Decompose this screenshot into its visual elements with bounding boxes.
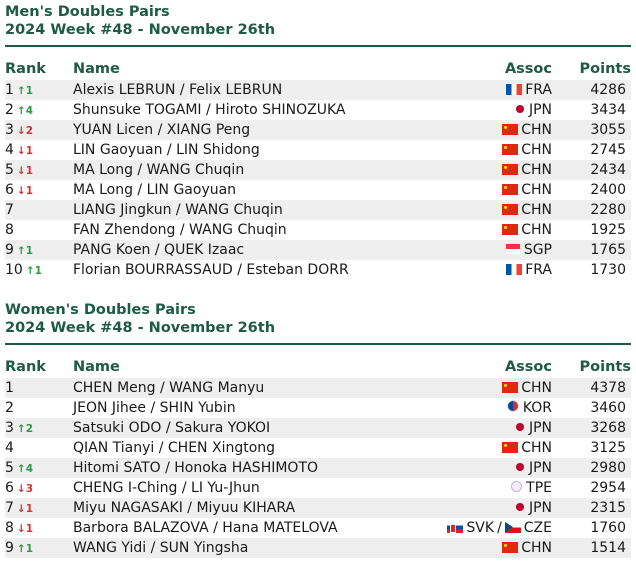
rank-cell	[5, 518, 33, 538]
assoc-code: CHN	[521, 380, 552, 396]
points-value: 1760	[590, 520, 626, 536]
header-rank: Rank	[5, 61, 46, 77]
points-value: 3125	[590, 440, 626, 456]
flag-cz-icon	[505, 522, 521, 533]
points-value: 2745	[590, 142, 626, 158]
points-value: 4286	[590, 82, 626, 98]
table-row	[5, 140, 631, 160]
flag-cn-icon	[502, 442, 518, 453]
assoc-cell	[505, 240, 552, 260]
rank-number: 4	[5, 440, 14, 456]
rank-up-indicator: ↑4	[16, 463, 34, 475]
assoc-cell	[502, 120, 552, 140]
rank-number: 6	[5, 480, 14, 496]
rank-down-indicator: ↓1	[16, 145, 34, 157]
header-name: Name	[73, 61, 120, 77]
points-value: 4378	[590, 380, 626, 396]
flag-cn-icon	[502, 184, 518, 195]
pair-names: Alexis LEBRUN / Felix LEBRUN	[73, 82, 283, 98]
assoc-code: FRA	[525, 262, 552, 278]
table-row	[5, 200, 631, 220]
rank-up-indicator: ↑1	[16, 85, 34, 97]
rank-cell	[5, 240, 33, 260]
table-row	[5, 160, 631, 180]
assoc-separator: /	[497, 520, 502, 536]
assoc-code: TPE	[526, 480, 552, 496]
header-name: Name	[73, 359, 120, 375]
rank-number: 9	[5, 242, 14, 258]
rank-number: 1	[5, 82, 14, 98]
points-value: 1730	[590, 262, 626, 278]
assoc-cell	[447, 518, 552, 538]
pair-names: Satsuki ODO / Sakura YOKOI	[73, 420, 271, 436]
assoc-code: SVK	[466, 520, 495, 536]
table-row	[5, 220, 631, 240]
rank-number: 3	[5, 420, 14, 436]
table-row	[5, 378, 631, 398]
section-subtitle: 2024 Week #48 - November 26th	[5, 320, 276, 336]
assoc-cell	[507, 398, 552, 418]
rank-down-indicator: ↓1	[16, 523, 34, 535]
rank-cell	[5, 200, 14, 220]
table-row	[5, 438, 631, 458]
rank-number: 6	[5, 182, 14, 198]
rank-up-indicator: ↑4	[16, 105, 34, 117]
flag-cn-icon	[502, 164, 518, 175]
table-row	[5, 180, 631, 200]
assoc-code: CHN	[521, 142, 552, 158]
flag-cn-icon	[502, 542, 518, 553]
table-row	[5, 498, 631, 518]
pair-names: FAN Zhendong / WANG Chuqin	[73, 222, 287, 238]
table-row	[5, 478, 631, 498]
assoc-code: JPN	[528, 102, 552, 118]
points-value: 3460	[590, 400, 626, 416]
flag-jp-icon	[516, 463, 524, 471]
rank-up-indicator: ↑1	[16, 245, 34, 257]
assoc-code: CHN	[521, 122, 552, 138]
table-row	[5, 120, 631, 140]
flag-tpe-icon	[511, 481, 522, 492]
flag-cn-icon	[502, 382, 518, 393]
rank-cell	[5, 478, 33, 498]
flag-cn-icon	[502, 124, 518, 135]
rank-up-indicator: ↑1	[25, 265, 42, 277]
rank-cell	[5, 260, 42, 280]
rank-down-indicator: ↓1	[16, 503, 34, 515]
assoc-code: FRA	[525, 82, 552, 98]
assoc-cell	[512, 100, 552, 120]
flag-sk-icon	[447, 522, 463, 533]
rank-down-indicator: ↓1	[16, 185, 34, 197]
section-subtitle: 2024 Week #48 - November 26th	[5, 22, 276, 38]
rank-down-indicator: ↓1	[16, 165, 34, 177]
assoc-cell	[506, 80, 552, 100]
points-value: 2400	[590, 182, 626, 198]
section-divider	[5, 343, 631, 345]
rank-up-indicator: ↑1	[16, 543, 34, 555]
rank-number: 10	[5, 262, 23, 278]
assoc-code: CHN	[521, 222, 552, 238]
section-divider	[5, 45, 631, 47]
points-value: 1514	[590, 540, 626, 556]
points-value: 3434	[590, 102, 626, 118]
rank-cell	[5, 538, 33, 558]
rank-number: 9	[5, 540, 14, 556]
table-row	[5, 538, 631, 558]
pair-names: WANG Yidi / SUN Yingsha	[73, 540, 249, 556]
points-value: 2315	[590, 500, 626, 516]
rank-down-indicator: ↓3	[16, 483, 34, 495]
assoc-code: SGP	[523, 242, 552, 258]
assoc-cell	[506, 260, 552, 280]
assoc-cell	[502, 538, 552, 558]
assoc-cell	[502, 160, 552, 180]
table-row	[5, 260, 631, 280]
pair-names: LIN Gaoyuan / LIN Shidong	[73, 142, 260, 158]
rank-cell	[5, 220, 14, 240]
rank-cell	[5, 398, 14, 418]
header-points: Points	[579, 359, 631, 375]
assoc-code: CHN	[521, 540, 552, 556]
header-assoc: Assoc	[504, 359, 552, 375]
flag-jp-icon	[516, 423, 524, 431]
table-row	[5, 458, 631, 478]
flag-fr-icon	[506, 84, 522, 95]
flag-jp-icon	[516, 503, 524, 511]
rank-number: 8	[5, 222, 14, 238]
assoc-cell	[512, 458, 552, 478]
assoc-cell	[502, 200, 552, 220]
rank-cell	[5, 418, 33, 438]
assoc-cell	[508, 478, 552, 498]
rank-number: 5	[5, 162, 14, 178]
assoc-code: CHN	[521, 182, 552, 198]
pair-names: Florian BOURRASSAUD / Esteban DORR	[73, 262, 349, 278]
rank-number: 2	[5, 400, 14, 416]
assoc-cell	[502, 140, 552, 160]
assoc-cell	[502, 378, 552, 398]
rank-number: 4	[5, 142, 14, 158]
rank-number: 7	[5, 500, 14, 516]
table-row	[5, 240, 631, 260]
section-title: Women's Doubles Pairs	[5, 302, 196, 318]
table-row	[5, 398, 631, 418]
assoc-code: JPN	[528, 500, 552, 516]
rank-up-indicator: ↑2	[16, 423, 34, 435]
pair-names: PANG Koen / QUEK Izaac	[73, 242, 245, 258]
rank-cell	[5, 458, 33, 478]
pair-names: LIANG Jingkun / WANG Chuqin	[73, 202, 283, 218]
pair-names: MA Long / WANG Chuqin	[73, 162, 245, 178]
rank-number: 3	[5, 122, 14, 138]
rank-cell	[5, 498, 33, 518]
flag-sg-icon	[505, 243, 521, 255]
rank-number: 8	[5, 520, 14, 536]
pair-names: Miyu NAGASAKI / Miyuu KIHARA	[73, 500, 296, 516]
header-rank: Rank	[5, 359, 46, 375]
assoc-cell	[512, 498, 552, 518]
header-points: Points	[579, 61, 631, 77]
rank-cell	[5, 100, 33, 120]
pair-names: CHENG I-Ching / LI Yu-Jhun	[73, 480, 260, 496]
assoc-code: JPN	[528, 460, 552, 476]
points-value: 2954	[590, 480, 626, 496]
assoc-cell	[502, 220, 552, 240]
rank-cell	[5, 80, 33, 100]
flag-cn-icon	[502, 144, 518, 155]
flag-kr-icon	[507, 400, 519, 412]
section-title: Men's Doubles Pairs	[5, 4, 170, 20]
rank-cell	[5, 180, 33, 200]
points-value: 3055	[590, 122, 626, 138]
pair-names: CHEN Meng / WANG Manyu	[73, 380, 265, 396]
table-row	[5, 100, 631, 120]
rank-cell	[5, 378, 14, 398]
assoc-code: CHN	[521, 202, 552, 218]
points-value: 1925	[590, 222, 626, 238]
rank-number: 5	[5, 460, 14, 476]
assoc-cell	[502, 438, 552, 458]
flag-cn-icon	[502, 204, 518, 215]
flag-cn-icon	[502, 224, 518, 235]
assoc-cell	[512, 418, 552, 438]
assoc-code: CZE	[523, 520, 552, 536]
pair-names: QIAN Tianyi / CHEN Xingtong	[73, 440, 276, 456]
pair-names: JEON Jihee / SHIN Yubin	[73, 400, 236, 416]
assoc-code: KOR	[522, 400, 552, 416]
rank-cell	[5, 438, 14, 458]
table-row	[5, 80, 631, 100]
pair-names: Shunsuke TOGAMI / Hiroto SHINOZUKA	[73, 102, 346, 118]
assoc-code: CHN	[521, 162, 552, 178]
rank-number: 2	[5, 102, 14, 118]
pair-names: YUAN Licen / XIANG Peng	[73, 122, 251, 138]
header-assoc: Assoc	[504, 61, 552, 77]
table-row	[5, 418, 631, 438]
assoc-cell	[502, 180, 552, 200]
assoc-code: CHN	[521, 440, 552, 456]
rank-down-indicator: ↓2	[16, 125, 34, 137]
pair-names: Barbora BALAZOVA / Hana MATELOVA	[73, 520, 338, 536]
assoc-code: JPN	[528, 420, 552, 436]
rank-cell	[5, 160, 33, 180]
pair-names: MA Long / LIN Gaoyuan	[73, 182, 237, 198]
rank-cell	[5, 140, 33, 160]
points-value: 2434	[590, 162, 626, 178]
rank-number: 7	[5, 202, 14, 218]
rank-cell	[5, 120, 33, 140]
rank-number: 1	[5, 380, 14, 396]
points-value: 2280	[590, 202, 626, 218]
flag-fr-icon	[506, 264, 522, 275]
flag-jp-icon	[516, 105, 524, 113]
table-row	[5, 518, 631, 538]
points-value: 1765	[590, 242, 626, 258]
pair-names: Hitomi SATO / Honoka HASHIMOTO	[73, 460, 319, 476]
points-value: 2980	[590, 460, 626, 476]
points-value: 3268	[590, 420, 626, 436]
